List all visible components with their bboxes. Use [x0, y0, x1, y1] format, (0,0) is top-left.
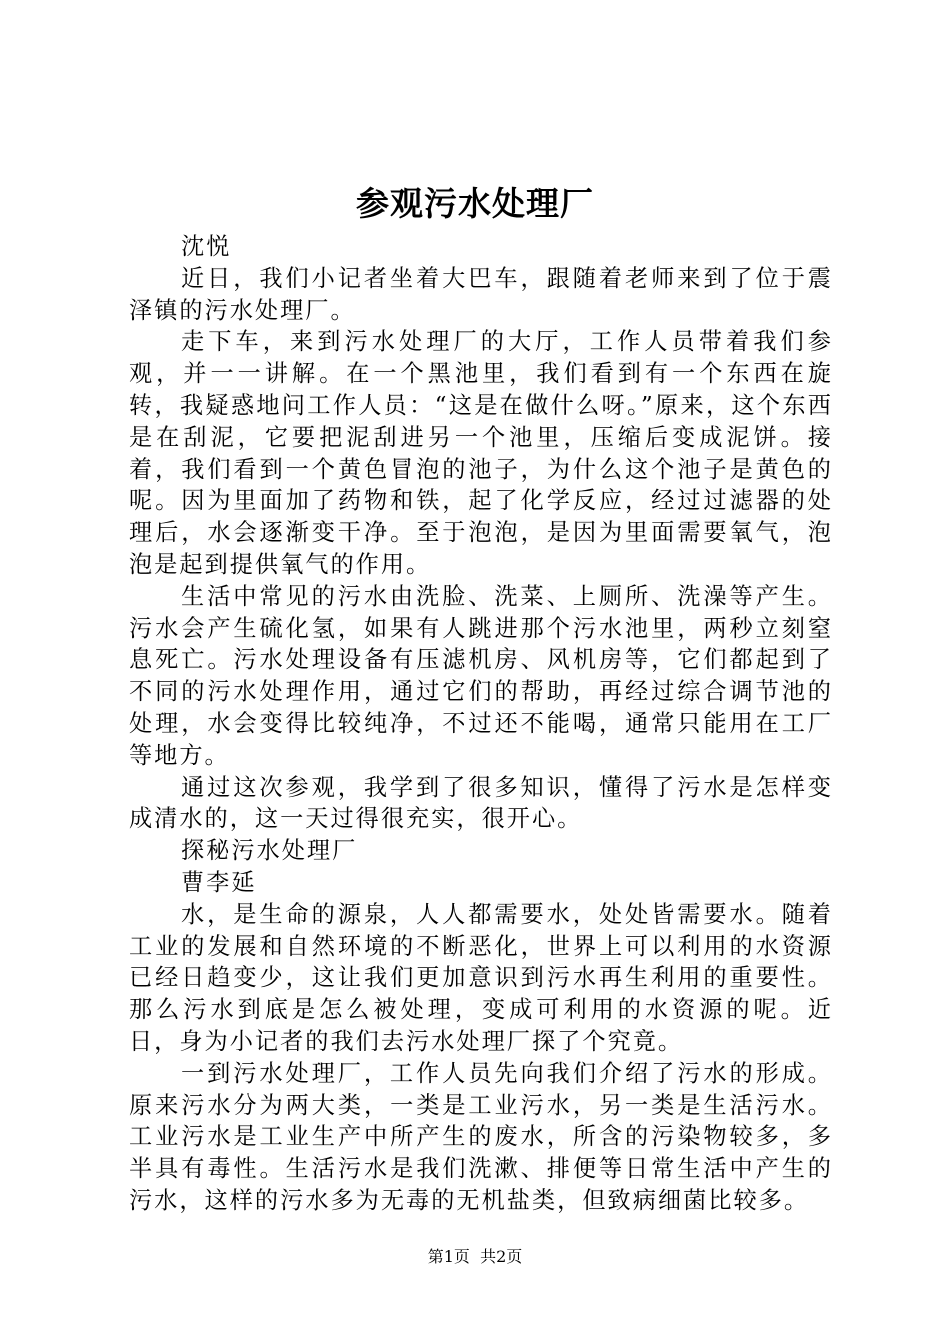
paragraph: 水，是生命的源泉，人人都需要水，处处皆需要水。随着工业的发展和自然环境的不断恶化，世界上可以利用的水资源已经日趋变少，这让我们更加意识到污水再生利用的重要性。那么污水到底是怎么被处理，变成可利用的水资源的呢。近日，身为小记者的我们去污水处理厂探了个究竟。 — [129, 900, 833, 1055]
paragraph: 近日，我们小记者坐着大巴车，跟随着老师来到了位于震泽镇的污水处理厂。 — [129, 264, 833, 324]
author-line: 曹李延 — [181, 868, 257, 896]
page-number: 第1页 — [427, 1247, 470, 1266]
author-line: 沈悦 — [181, 233, 232, 260]
page-footer — [0, 1247, 950, 1267]
paragraph: 走下车，来到污水处理厂的大厅，工作人员带着我们参观，并一一讲解。在一个黑池里，我们看到有一个东西在旋转，我疑惑地问工作人员：“这是在做什么呀。”原来，这个东西是在刮泥，它要把泥刮进另一个池里，压缩后变成泥饼。接着，我们看到一个黄色冒泡的池子，为什么这个池子是黄色的呢。因为里面加了药物和铁，起了化学反应，经过过滤器的处理后，水会逐渐变干净。至于泡泡，是因为里面需要氧气，泡泡是起到提供氧气的作用。 — [129, 328, 833, 578]
document-body — [129, 231, 833, 1217]
section-heading: 探秘污水处理厂 — [181, 837, 358, 865]
page-total: 共2页 — [480, 1247, 523, 1266]
paragraph: 通过这次参观，我学到了很多知识，懂得了污水是怎样变成清水的，这一天过得很充实，很开心。 — [129, 773, 833, 833]
paragraph: 一到污水处理厂，工作人员先向我们介绍了污水的形成。原来污水分为两大类，一类是工业污水，另一类是生活污水。工业污水是工业生产中所产生的废水，所含的污染物较多，多半具有毒性。生活污水是我们洗漱、排便等日常生活中产生的污水，这样的污水多为无毒的无机盐类，但致病细菌比较多。 — [129, 1059, 833, 1214]
document-title: 参观污水处理厂 — [356, 184, 594, 223]
paragraph: 生活中常见的污水由洗脸、洗菜、上厕所、洗澡等产生。污水会产生硫化氢，如果有人跳进那个污水池里，两秒立刻窒息死亡。污水处理设备有压滤机房、风机房等，它们都起到了不同的污水处理作用，通过它们的帮助，再经过综合调节池的处理，水会变得比较纯净，不过还不能喝，通常只能用在工厂等地方。 — [129, 582, 833, 769]
